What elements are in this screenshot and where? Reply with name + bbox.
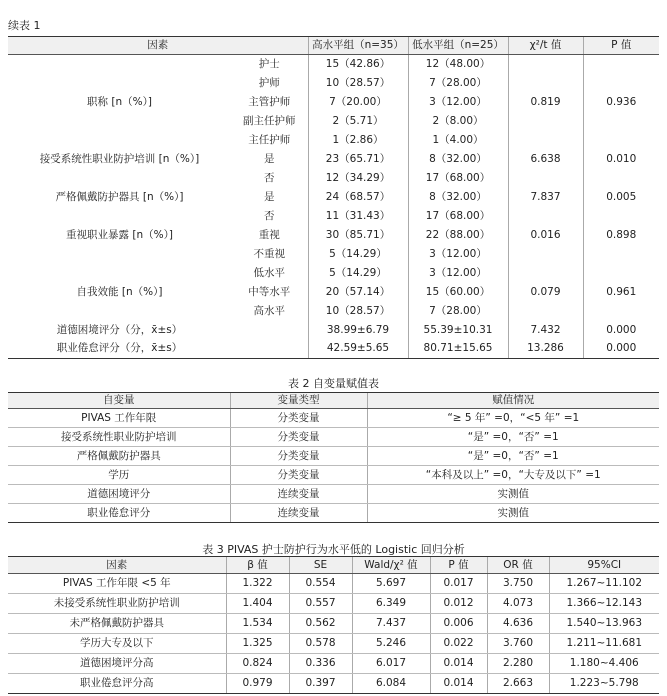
low-group-cell: 22（88.00） bbox=[408, 226, 508, 245]
se-cell: 0.578 bbox=[289, 634, 352, 654]
table-row bbox=[8, 634, 659, 654]
statistic-cell bbox=[508, 74, 583, 93]
low-group-cell: 3（12.00） bbox=[408, 93, 508, 112]
assignment-cell: “是” =0，“否” =1 bbox=[367, 428, 659, 447]
table1-caption: 续表 1 bbox=[8, 19, 41, 32]
low-group-cell: 3（12.00） bbox=[408, 264, 508, 283]
factor-cell: PIVAS 工作年限 <5 年 bbox=[8, 574, 226, 594]
table-row bbox=[8, 321, 659, 340]
factor-cell: 自我效能 [n（%）] bbox=[76, 285, 163, 298]
subcategory-cell: 不重视 bbox=[253, 247, 285, 260]
variable-type-cell: 连续变量 bbox=[230, 485, 367, 504]
low-group-cell: 3（12.00） bbox=[408, 245, 508, 264]
wald-cell: 5.246 bbox=[352, 634, 430, 654]
p-value-cell: 0.010 bbox=[583, 150, 659, 169]
subcategory-cell: 主管护师 bbox=[248, 95, 291, 108]
beta-cell: 1.404 bbox=[226, 594, 289, 614]
t1-header-high: 高水平组（n=35） bbox=[308, 37, 408, 55]
t3-header-beta: β 值 bbox=[226, 557, 289, 574]
ci-cell: 1.366~12.143 bbox=[549, 594, 659, 614]
assignment-cell: 实测值 bbox=[367, 485, 659, 504]
wald-cell: 5.697 bbox=[352, 574, 430, 594]
subcategory-cell: 重视 bbox=[258, 228, 280, 241]
beta-cell: 1.325 bbox=[226, 634, 289, 654]
statistic-cell: 7.837 bbox=[508, 188, 583, 207]
t1-header-factor: 因素 bbox=[8, 37, 308, 55]
table-row bbox=[8, 93, 659, 112]
subcategory-cell: 低水平 bbox=[253, 266, 285, 279]
statistic-cell bbox=[508, 55, 583, 74]
or-cell: 4.073 bbox=[487, 594, 549, 614]
table-row bbox=[8, 466, 659, 485]
p-value-cell: 0.000 bbox=[583, 340, 659, 359]
high-group-cell: 7（20.00） bbox=[308, 93, 408, 112]
t2-header-var: 自变量 bbox=[8, 393, 230, 409]
high-group-cell: 11（31.43） bbox=[308, 207, 408, 226]
high-group-cell: 10（28.57） bbox=[308, 74, 408, 93]
factor-cell: 学历大专及以下 bbox=[8, 634, 226, 654]
table-row bbox=[8, 169, 659, 188]
high-group-cell: 1（2.86） bbox=[308, 131, 408, 150]
statistic-cell bbox=[508, 169, 583, 188]
statistic-cell: 13.286 bbox=[508, 340, 583, 359]
wald-cell: 6.084 bbox=[352, 674, 430, 694]
factor-cell: 未接受系统性职业防护培训 bbox=[8, 594, 226, 614]
high-group-cell: 23（65.71） bbox=[308, 150, 408, 169]
table-row bbox=[8, 226, 659, 245]
variable-cell: 严格佩戴防护器具 bbox=[8, 447, 230, 466]
se-cell: 0.562 bbox=[289, 614, 352, 634]
table-row bbox=[8, 74, 659, 93]
table3-caption: 表 3 PIVAS 护士防护行为水平低的 Logistic 回归分析 bbox=[202, 543, 465, 556]
table-row bbox=[8, 674, 659, 694]
p-value-cell bbox=[583, 131, 659, 150]
ci-cell: 1.540~13.963 bbox=[549, 614, 659, 634]
beta-cell: 1.322 bbox=[226, 574, 289, 594]
table-row bbox=[8, 654, 659, 674]
p-value-cell bbox=[583, 74, 659, 93]
high-group-cell: 38.99±6.79 bbox=[308, 321, 408, 340]
factor-cell bbox=[8, 55, 231, 74]
variable-cell: 道德困境评分 bbox=[8, 485, 230, 504]
assignment-cell: “是” =0，“否” =1 bbox=[367, 447, 659, 466]
variable-cell: PIVAS 工作年限 bbox=[8, 409, 230, 428]
table1 bbox=[8, 36, 659, 359]
p-value-cell bbox=[583, 207, 659, 226]
factor-cell bbox=[8, 169, 231, 188]
p-value-cell bbox=[583, 169, 659, 188]
low-group-cell: 17（68.00） bbox=[408, 207, 508, 226]
statistic-cell: 7.432 bbox=[508, 321, 583, 340]
factor-cell: 道德困境评分高 bbox=[8, 654, 226, 674]
factor-cell: 职业倦怠评分（分，x̄±s） bbox=[8, 340, 231, 359]
t1-header-low: 低水平组（n=25） bbox=[408, 37, 508, 55]
table3 bbox=[8, 556, 659, 694]
factor-cell: 严格佩戴防护器具 [n（%）] bbox=[55, 190, 184, 203]
t3-header-factor: 因素 bbox=[8, 557, 226, 574]
low-group-cell: 15（60.00） bbox=[408, 283, 508, 302]
statistic-cell: 0.016 bbox=[508, 226, 583, 245]
factor-cell: 接受系统性职业防护培训 [n（%）] bbox=[39, 152, 200, 165]
p-value-cell: 0.014 bbox=[430, 674, 487, 694]
beta-cell: 1.534 bbox=[226, 614, 289, 634]
statistic-cell bbox=[508, 112, 583, 131]
subcategory-cell: 是 bbox=[264, 152, 275, 165]
statistic-cell bbox=[508, 264, 583, 283]
subcategory-cell: 中等水平 bbox=[248, 285, 291, 298]
or-cell: 3.760 bbox=[487, 634, 549, 654]
table-row bbox=[8, 207, 659, 226]
factor-cell bbox=[8, 245, 231, 264]
subcategory-cell: 副主任护师 bbox=[243, 114, 296, 127]
p-value-cell: 0.005 bbox=[583, 188, 659, 207]
table2-header-row bbox=[8, 393, 659, 409]
wald-cell: 6.349 bbox=[352, 594, 430, 614]
p-value-cell bbox=[583, 55, 659, 74]
se-cell: 0.557 bbox=[289, 594, 352, 614]
statistic-cell bbox=[508, 245, 583, 264]
table-row bbox=[8, 150, 659, 169]
table-row bbox=[8, 409, 659, 428]
t3-header-or: OR 值 bbox=[487, 557, 549, 574]
t1-header-stat: χ²/t 值 bbox=[508, 37, 583, 55]
assignment-cell: “本科及以上” =0，“大专及以下” =1 bbox=[367, 466, 659, 485]
t1-header-p: P 值 bbox=[583, 37, 659, 55]
factor-cell bbox=[8, 112, 231, 131]
p-value-cell: 0.961 bbox=[583, 283, 659, 302]
variable-cell: 职业倦怠评分 bbox=[8, 504, 230, 523]
high-group-cell: 5（14.29） bbox=[308, 245, 408, 264]
low-group-cell: 55.39±10.31 bbox=[408, 321, 508, 340]
factor-cell: 重视职业暴露 [n（%）] bbox=[66, 228, 173, 241]
p-value-cell bbox=[583, 302, 659, 321]
t3-header-se: SE bbox=[289, 557, 352, 574]
table-row bbox=[8, 188, 659, 207]
variable-type-cell: 分类变量 bbox=[230, 466, 367, 485]
variable-cell: 接受系统性职业防护培训 bbox=[8, 428, 230, 447]
table-row bbox=[8, 245, 659, 264]
low-group-cell: 80.71±15.65 bbox=[408, 340, 508, 359]
factor-cell bbox=[8, 207, 231, 226]
high-group-cell: 2（5.71） bbox=[308, 112, 408, 131]
t3-header-wald: Wald/χ² 值 bbox=[352, 557, 430, 574]
factor-cell bbox=[8, 74, 231, 93]
low-group-cell: 12（48.00） bbox=[408, 55, 508, 74]
p-value-cell bbox=[583, 245, 659, 264]
beta-cell: 0.979 bbox=[226, 674, 289, 694]
table-row bbox=[8, 112, 659, 131]
table1-header-row bbox=[8, 37, 659, 55]
table-row bbox=[8, 283, 659, 302]
statistic-cell: 0.819 bbox=[508, 93, 583, 112]
high-group-cell: 15（42.86） bbox=[308, 55, 408, 74]
low-group-cell: 7（28.00） bbox=[408, 302, 508, 321]
t2-header-assign: 赋值情况 bbox=[367, 393, 659, 409]
subcategory-cell bbox=[231, 321, 308, 340]
statistic-cell: 6.638 bbox=[508, 150, 583, 169]
se-cell: 0.397 bbox=[289, 674, 352, 694]
subcategory-cell: 护师 bbox=[258, 76, 280, 89]
p-value-cell: 0.000 bbox=[583, 321, 659, 340]
se-cell: 0.554 bbox=[289, 574, 352, 594]
p-value-cell bbox=[583, 112, 659, 131]
statistic-cell bbox=[508, 131, 583, 150]
or-cell: 4.636 bbox=[487, 614, 549, 634]
table-row bbox=[8, 55, 659, 74]
factor-cell: 职称 [n（%）] bbox=[87, 95, 152, 108]
or-cell: 2.280 bbox=[487, 654, 549, 674]
low-group-cell: 7（28.00） bbox=[408, 74, 508, 93]
high-group-cell: 20（57.14） bbox=[308, 283, 408, 302]
factor-cell bbox=[8, 131, 231, 150]
table-row bbox=[8, 447, 659, 466]
wald-cell: 7.437 bbox=[352, 614, 430, 634]
high-group-cell: 42.59±5.65 bbox=[308, 340, 408, 359]
table-row bbox=[8, 594, 659, 614]
se-cell: 0.336 bbox=[289, 654, 352, 674]
p-value-cell: 0.012 bbox=[430, 594, 487, 614]
variable-type-cell: 分类变量 bbox=[230, 447, 367, 466]
low-group-cell: 2（8.00） bbox=[408, 112, 508, 131]
high-group-cell: 5（14.29） bbox=[308, 264, 408, 283]
table-row bbox=[8, 574, 659, 594]
p-value-cell: 0.014 bbox=[430, 654, 487, 674]
table2-caption: 表 2 自变量赋值表 bbox=[288, 377, 379, 390]
factor-cell: 未严格佩戴防护器具 bbox=[8, 614, 226, 634]
variable-type-cell: 分类变量 bbox=[230, 409, 367, 428]
subcategory-cell bbox=[231, 340, 308, 359]
high-group-cell: 24（68.57） bbox=[308, 188, 408, 207]
table2 bbox=[8, 392, 659, 523]
low-group-cell: 8（32.00） bbox=[408, 188, 508, 207]
table-row bbox=[8, 504, 659, 523]
factor-cell bbox=[8, 264, 231, 283]
table3-header-row bbox=[8, 557, 659, 574]
low-group-cell: 17（68.00） bbox=[408, 169, 508, 188]
p-value-cell: 0.898 bbox=[583, 226, 659, 245]
beta-cell: 0.824 bbox=[226, 654, 289, 674]
ci-cell: 1.223~5.798 bbox=[549, 674, 659, 694]
ci-cell: 1.211~11.681 bbox=[549, 634, 659, 654]
ci-cell: 1.180~4.406 bbox=[549, 654, 659, 674]
table-row bbox=[8, 340, 659, 359]
p-value-cell: 0.017 bbox=[430, 574, 487, 594]
high-group-cell: 12（34.29） bbox=[308, 169, 408, 188]
variable-type-cell: 连续变量 bbox=[230, 504, 367, 523]
factor-cell: 职业倦怠评分高 bbox=[8, 674, 226, 694]
statistic-cell bbox=[508, 207, 583, 226]
table-row bbox=[8, 131, 659, 150]
p-value-cell bbox=[583, 264, 659, 283]
subcategory-cell: 护士 bbox=[258, 57, 280, 70]
wald-cell: 6.017 bbox=[352, 654, 430, 674]
variable-type-cell: 分类变量 bbox=[230, 428, 367, 447]
assignment-cell: 实测值 bbox=[367, 504, 659, 523]
p-value-cell: 0.936 bbox=[583, 93, 659, 112]
subcategory-cell: 否 bbox=[264, 171, 275, 184]
ci-cell: 1.267~11.102 bbox=[549, 574, 659, 594]
or-cell: 3.750 bbox=[487, 574, 549, 594]
subcategory-cell: 是 bbox=[264, 190, 275, 203]
factor-cell: 道德困境评分（分，x̄±s） bbox=[56, 323, 183, 336]
p-value-cell: 0.022 bbox=[430, 634, 487, 654]
table-row bbox=[8, 485, 659, 504]
high-group-cell: 30（85.71） bbox=[308, 226, 408, 245]
table-row bbox=[8, 302, 659, 321]
t3-header-p: P 值 bbox=[430, 557, 487, 574]
or-cell: 2.663 bbox=[487, 674, 549, 694]
low-group-cell: 8（32.00） bbox=[408, 150, 508, 169]
statistic-cell: 0.079 bbox=[508, 283, 583, 302]
variable-cell: 学历 bbox=[8, 466, 230, 485]
table-row bbox=[8, 428, 659, 447]
statistic-cell bbox=[508, 302, 583, 321]
table-row bbox=[8, 614, 659, 634]
subcategory-cell: 主任护师 bbox=[248, 133, 291, 146]
low-group-cell: 1（4.00） bbox=[408, 131, 508, 150]
subcategory-cell: 高水平 bbox=[253, 304, 285, 317]
assignment-cell: “≥ 5 年” =0，“<5 年” =1 bbox=[367, 409, 659, 428]
factor-cell bbox=[8, 302, 231, 321]
t2-header-type: 变量类型 bbox=[230, 393, 367, 409]
subcategory-cell: 否 bbox=[264, 209, 275, 222]
table-row bbox=[8, 264, 659, 283]
p-value-cell: 0.006 bbox=[430, 614, 487, 634]
t3-header-ci: 95%CI bbox=[549, 557, 659, 574]
high-group-cell: 10（28.57） bbox=[308, 302, 408, 321]
